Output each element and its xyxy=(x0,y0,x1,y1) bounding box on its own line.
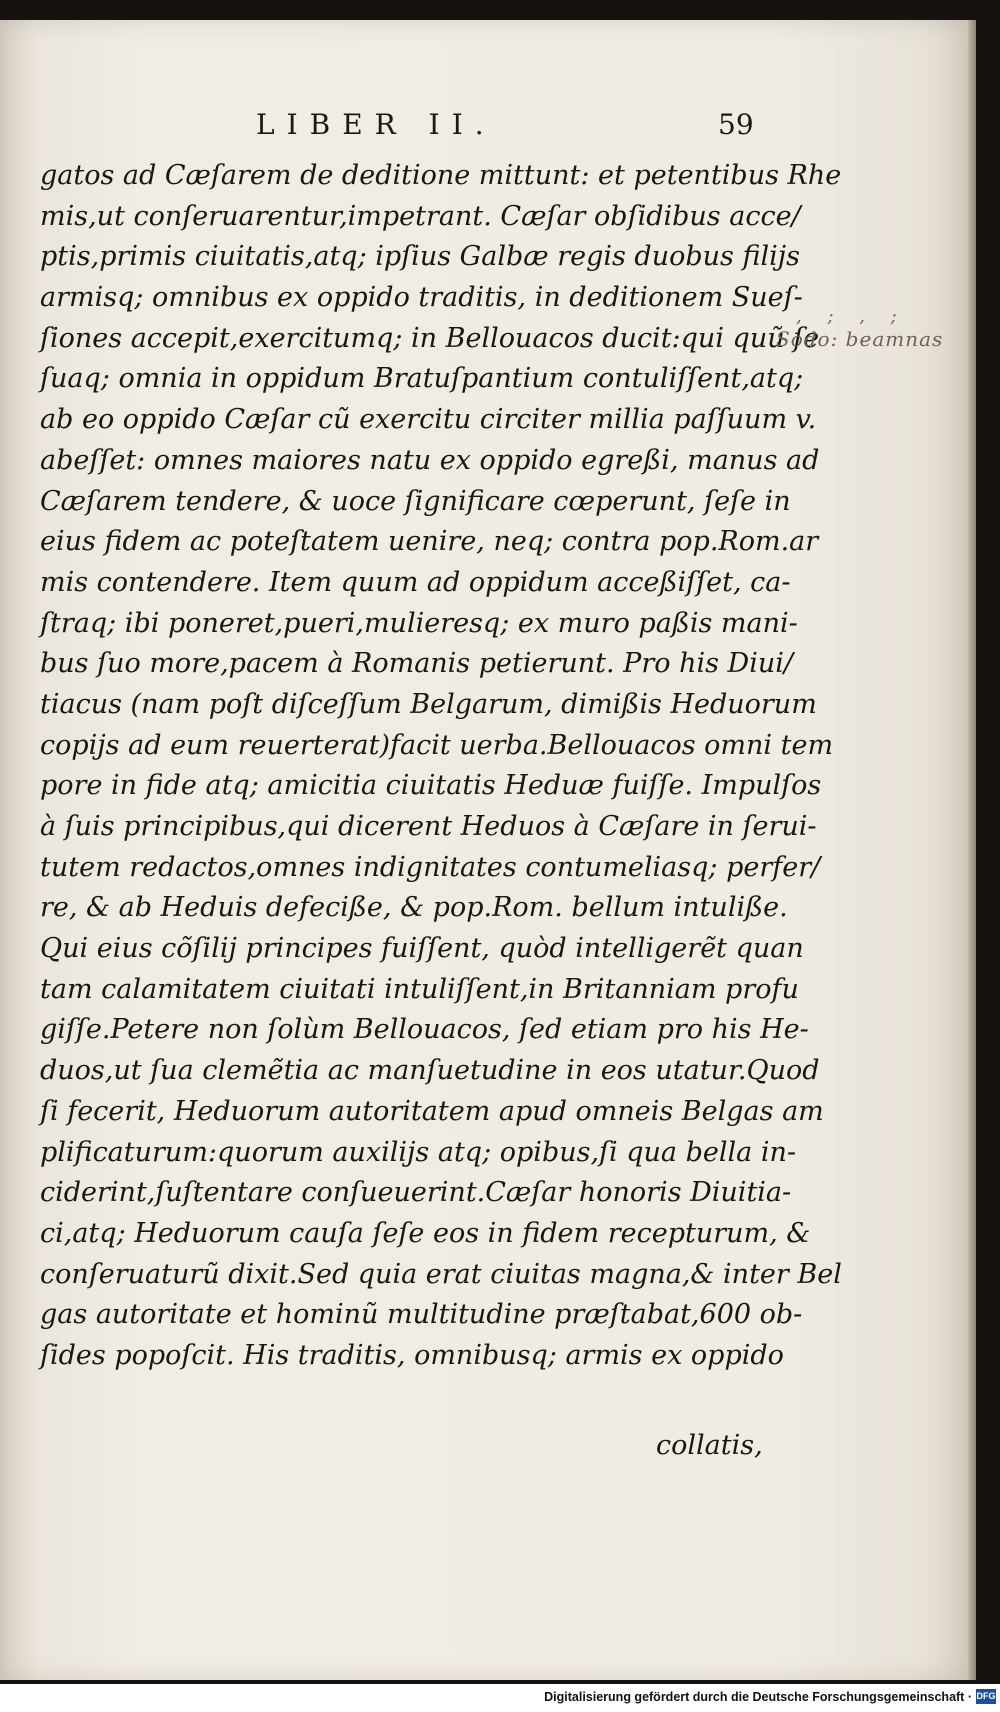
text-line: armisq; omnibus ex oppido traditis, in deditionem Sueſ- xyxy=(40,282,803,314)
text-line: giſſe.Petere non ſolùm Bellouacos, ſed etiam pro his He- xyxy=(40,1014,809,1046)
book-page xyxy=(0,20,968,1680)
text-line: ſi fecerit, Heduorum autoritatem apud omneis Belgas am xyxy=(40,1095,824,1127)
text-line: bus ſuo more,pacem à Romanis petierunt. Pro his Diui/ xyxy=(40,648,793,680)
text-line: ci,atq; Heduorum cauſa ſeſe eos in fidem recepturum, & xyxy=(40,1217,811,1249)
catchword: collatis, xyxy=(656,1430,763,1461)
funding-credit: Digitalisierung gefördert durch die Deutsche Forschungsgemeinschaft · xyxy=(544,1690,972,1704)
text-line: ſtraq; ibi poneret,pueri,mulieresq; ex muro paßis mani- xyxy=(40,607,798,639)
text-line: Cæſarem tendere, & uoce ſignificare cœperunt, ſeſe in xyxy=(40,485,791,517)
text-line: ciderint,ſuſtentare conſueuerint.Cæſar honoris Diuitia- xyxy=(40,1177,792,1209)
dfg-logo-icon: DFG xyxy=(976,1689,996,1704)
text-line: eius fidem ac poteſtatem uenire, neq; contra pop.Rom.ar xyxy=(40,526,819,558)
running-head: LIBER II. xyxy=(256,108,496,141)
page-header xyxy=(0,108,968,148)
marginal-note-line: , ; , ; xyxy=(796,306,907,327)
text-line: ſuaq; omnia in oppidum Bratuſpantium contuliſſent,atq; xyxy=(40,363,804,395)
text-line: tam calamitatem ciuitati intuliſſent,in Britanniam profu xyxy=(40,973,799,1005)
main-text-block xyxy=(40,156,842,1377)
text-line: tiacus (nam poſt diſceſſum Belgarum, dimißis Heduorum xyxy=(40,688,817,720)
text-line: copijs ad eum reuerterat)facit uerba.Bellouacos omni tem xyxy=(40,729,834,761)
text-line: ptis,primis ciuitatis,atq; ipſius Galbæ regis duobus filijs xyxy=(40,241,800,273)
handwritten-marginal-note xyxy=(776,306,976,351)
text-line: plificaturum:quorum auxilijs atq; opibus,ſi qua bella in- xyxy=(40,1136,796,1168)
text-line: ſiones accepit,exercitumq; in Bellouacos ducit:qui quũ ſe xyxy=(40,322,820,354)
text-line: abeſſet: omnes maiores natu ex oppido egreßi, manus ad xyxy=(40,444,820,476)
page-number: 59 xyxy=(718,108,754,141)
text-line: Qui eius cõſilij principes fuiſſent, quòd intelligerẽt quan xyxy=(40,933,804,965)
text-line: ſides popoſcit. His traditis, omnibusq; armis ex oppido xyxy=(40,1339,784,1371)
digitization-footer xyxy=(0,1684,1000,1712)
text-line: mis,ut conſeruarentur,impetrant. Cæſar obſidibus acce/ xyxy=(40,200,801,232)
text-line: pore in fide atq; amicitia ciuitatis Heduæ fuiſſe. Impulſos xyxy=(40,770,822,802)
text-line: mis contendere. Item quum ad oppidum acceßiſſet, ca- xyxy=(40,566,791,598)
text-line: gas autoritate et hominũ multitudine præſtabat,600 ob- xyxy=(40,1299,803,1331)
text-line: conſeruaturũ dixit.Sed quia erat ciuitas magna,& inter Bel xyxy=(40,1258,842,1290)
page-edge xyxy=(968,20,976,1680)
text-line: tutem redactos,omnes indignitates contumeliasq; perfer/ xyxy=(40,851,821,883)
text-line: gatos ad Cæſarem de deditione mittunt: et petentibus Rhe xyxy=(40,160,842,191)
text-line: duos,ut ſua clemẽtia ac manſuetudine in eos utatur.Quod xyxy=(40,1055,820,1087)
marginal-note-line: Sodo: beamnas xyxy=(776,327,944,351)
text-line: à ſuis principibus,qui dicerent Heduos à Cæſare in ſerui- xyxy=(40,811,817,842)
text-line: re, & ab Heduis defeciße, & pop.Rom. bellum intuliße. xyxy=(40,892,788,924)
text-line: ab eo oppido Cæſar cũ exercitu circiter millia paſſuum v. xyxy=(40,404,817,436)
